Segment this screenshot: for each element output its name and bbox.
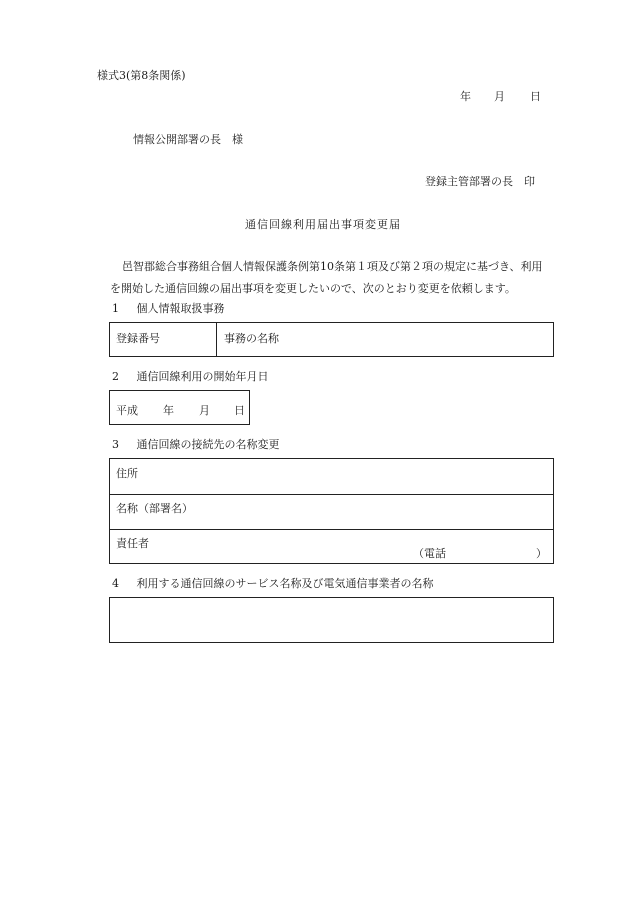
start-date-year: 年 (163, 404, 174, 417)
connection-table (109, 458, 554, 564)
date-month: 月 (494, 90, 505, 103)
section-4-number: 4 (112, 577, 119, 590)
form-number: 様式3(第8条関係) (97, 69, 186, 82)
section-3-number: 3 (112, 438, 119, 451)
registration-number-label: 登録番号 (116, 332, 160, 345)
name-label: 名称（部署名） (116, 502, 193, 515)
start-date-month: 月 (199, 404, 210, 417)
addressee: 情報公開部署の長 様 (133, 133, 243, 146)
connection-row-divider (110, 494, 553, 495)
section-1-heading (112, 300, 225, 316)
start-date-era: 平成 (116, 404, 138, 417)
start-date-box (109, 390, 250, 425)
registration-table (109, 322, 554, 357)
body-line-2: を開始した通信回線の届出事項を変更したいので、次のとおり変更を依頼します。 (110, 282, 516, 295)
section-2-title: 通信回線利用の開始年月日 (136, 370, 269, 383)
address-label: 住所 (116, 467, 138, 480)
phone-close: ） (536, 547, 547, 560)
section-3-heading (112, 436, 280, 452)
section-1-title: 個人情報取扱事務 (136, 302, 225, 315)
person-label: 責任者 (116, 537, 149, 550)
affair-name-label: 事務の名称 (224, 332, 279, 345)
section-2-heading (112, 368, 269, 384)
body-line-1: 邑智郡総合事務組合個人情報保護条例第10条第１項及び第２項の規定に基づき、利用 (122, 260, 543, 273)
phone-open: （電話 (413, 547, 446, 560)
section-1-number: 1 (112, 302, 119, 315)
section-3-title: 通信回線の接続先の名称変更 (136, 438, 280, 451)
connection-row-divider (110, 529, 553, 530)
sender: 登録主管部署の長 印 (425, 175, 535, 188)
section-2-number: 2 (112, 370, 119, 383)
service-name-box (109, 597, 554, 643)
section-4-title: 利用する通信回線のサービス名称及び電気通信事業者の名称 (136, 577, 434, 590)
registration-divider (216, 323, 217, 356)
start-date-day: 日 (234, 404, 245, 417)
section-4-heading (112, 575, 434, 591)
date-year: 年 (460, 90, 471, 103)
document-title: 通信回線利用届出事項変更届 (245, 218, 401, 231)
date-day: 日 (530, 90, 541, 103)
